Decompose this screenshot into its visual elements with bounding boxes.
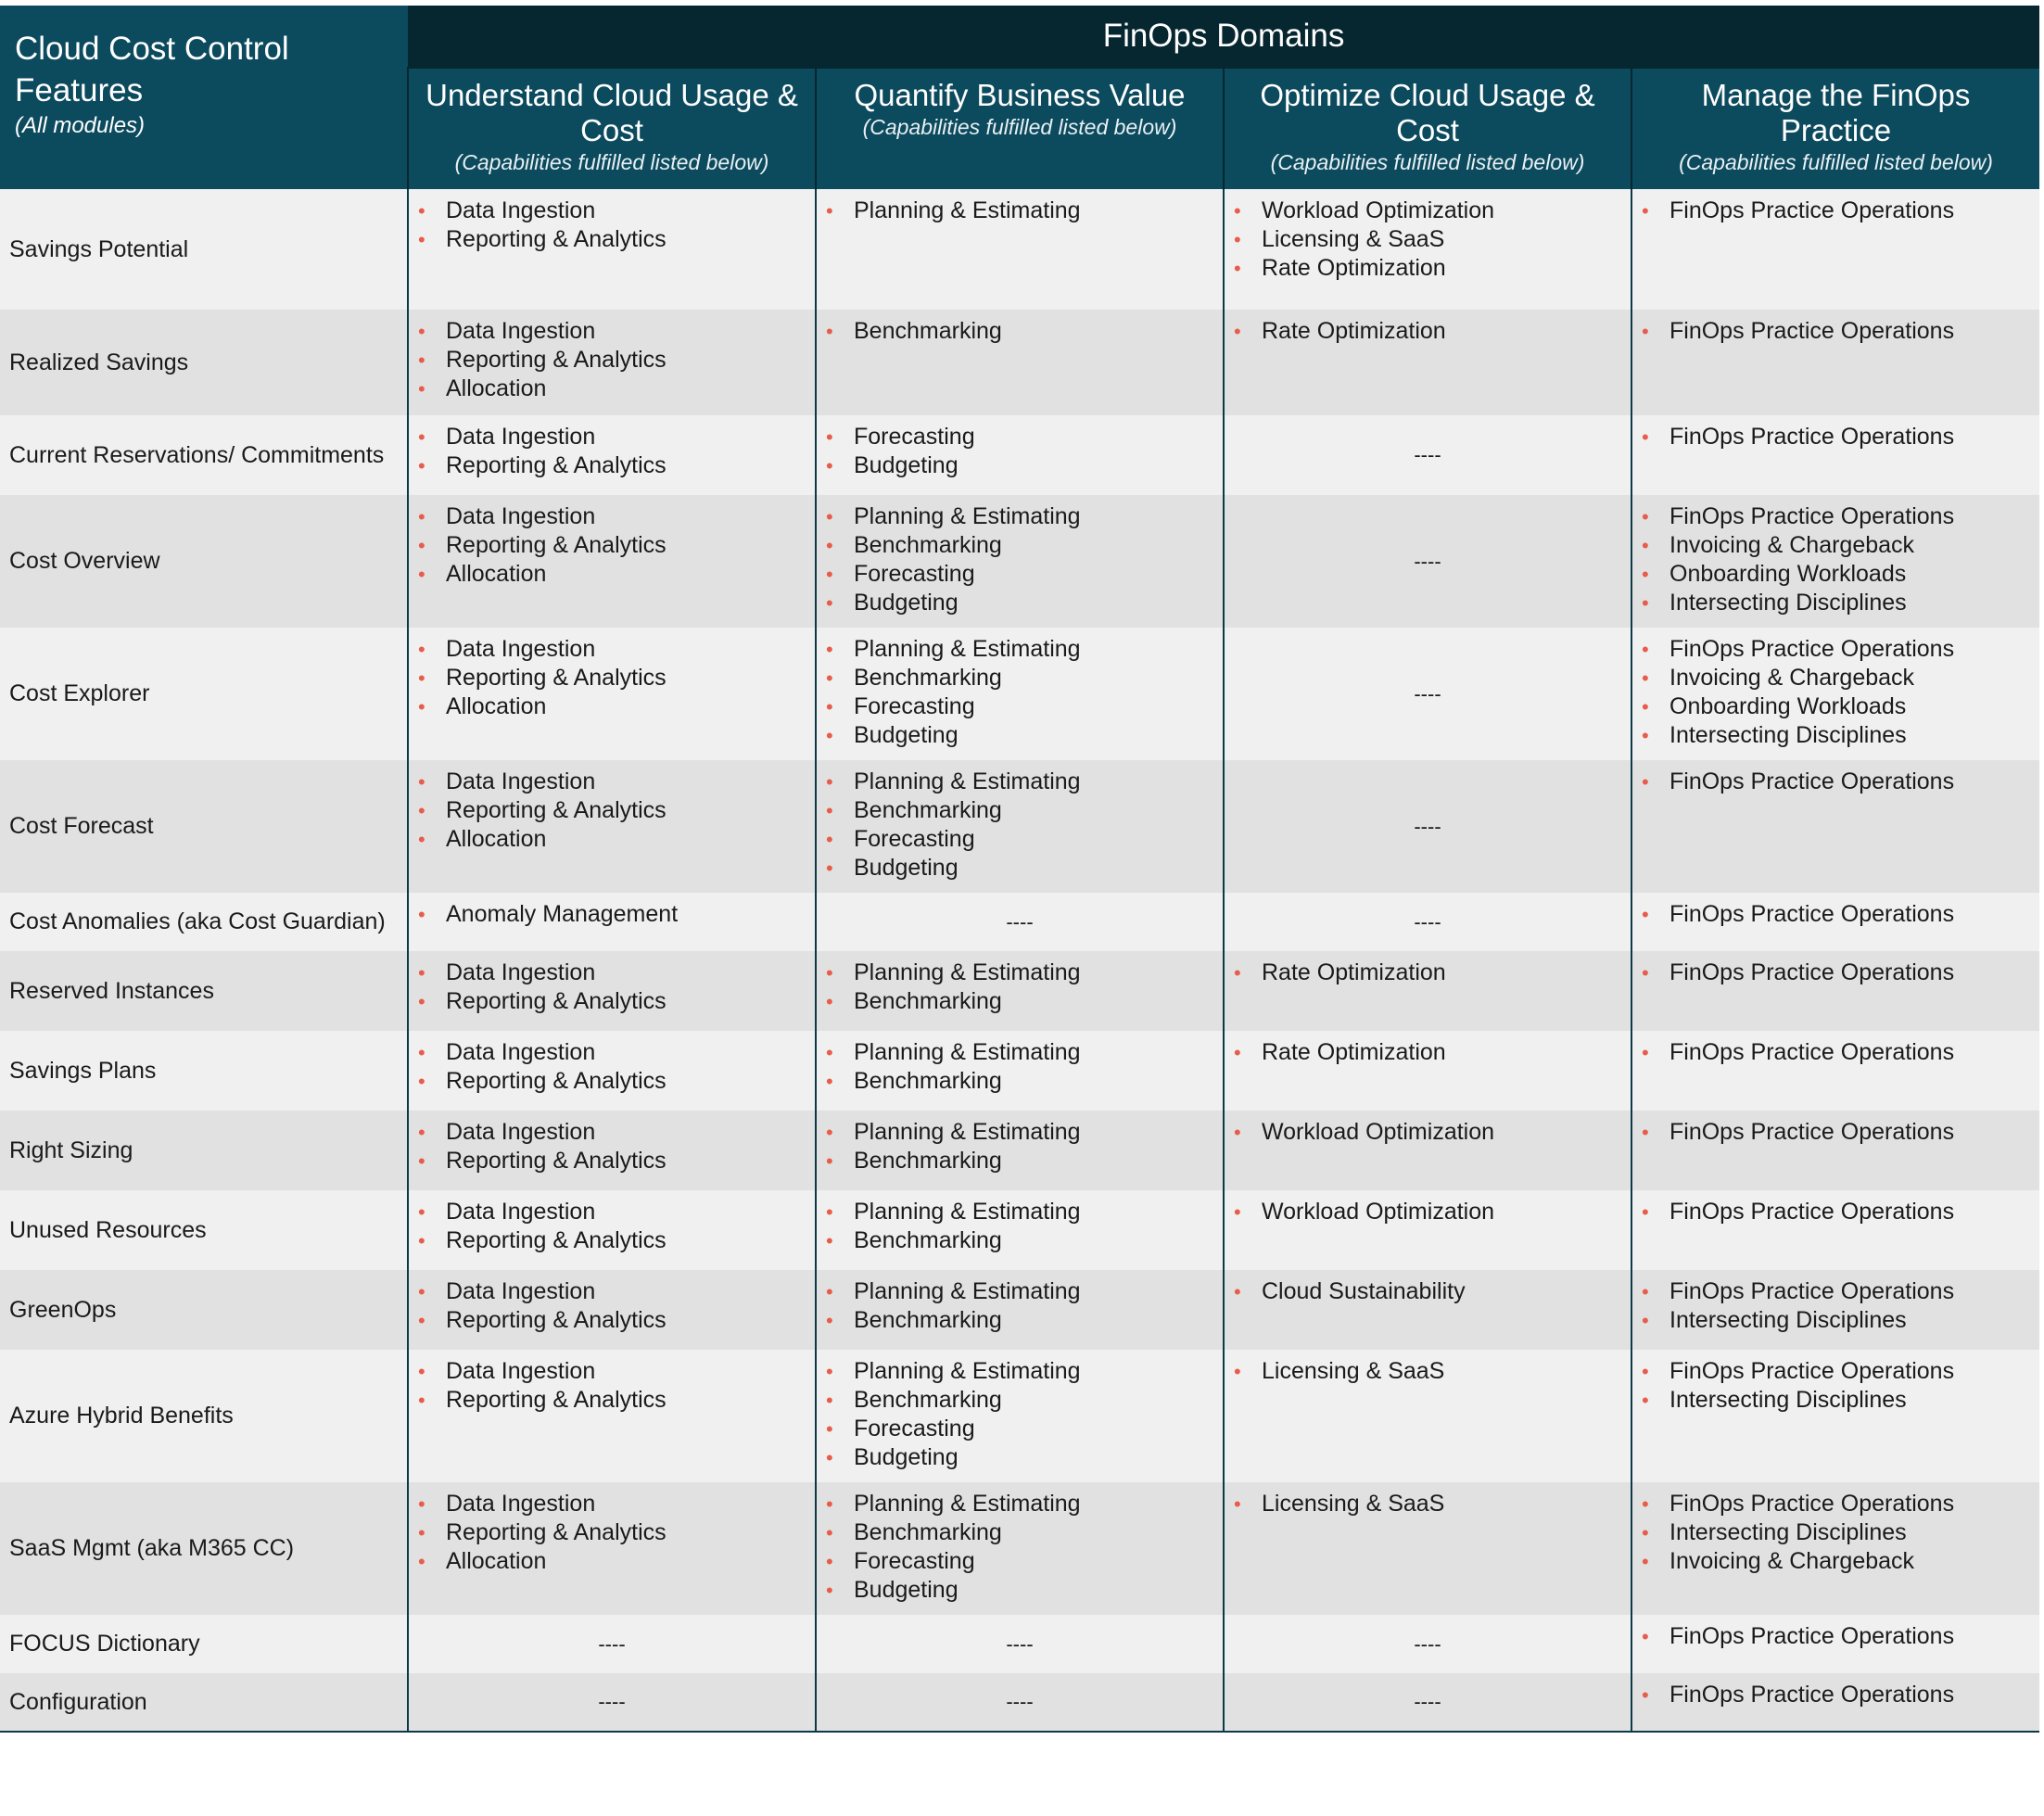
capability-item: • Budgeting	[854, 854, 1223, 883]
capability-item: • Forecasting	[854, 692, 1223, 721]
capability-list	[409, 1277, 815, 1335]
capability-item: • Data Ingestion	[446, 1198, 815, 1226]
capability-list	[817, 197, 1223, 225]
empty-capability-cell: ----	[408, 1615, 816, 1673]
capability-cell	[816, 1270, 1224, 1350]
table-row	[0, 1482, 2039, 1615]
capability-list	[409, 1490, 815, 1576]
capability-list	[409, 502, 815, 589]
capability-item: • Budgeting	[854, 451, 1223, 480]
feature-name-cell: Cost Anomalies (aka Cost Guardian)	[0, 893, 408, 951]
table-row	[0, 951, 2039, 1031]
capability-cell	[1224, 1031, 1631, 1111]
capability-list	[817, 502, 1223, 617]
capability-list	[1225, 1490, 1631, 1518]
table-body	[0, 189, 2039, 1732]
capability-item: • Reporting & Analytics	[446, 531, 815, 560]
capability-cell	[408, 1270, 816, 1350]
capability-item: • Benchmarking	[854, 987, 1223, 1016]
capability-list	[409, 317, 815, 403]
table-row	[0, 310, 2039, 415]
capability-list	[1632, 1118, 2039, 1147]
capability-list	[817, 1277, 1223, 1335]
capability-item: • Benchmarking	[854, 1306, 1223, 1335]
capability-item: • Allocation	[446, 560, 815, 589]
domain-header-title: Understand Cloud Usage & Cost	[425, 78, 798, 147]
capability-list	[409, 1038, 815, 1096]
domain-header-quantify	[816, 68, 1224, 189]
capability-item: • Benchmarking	[854, 1518, 1223, 1547]
capability-item: • Forecasting	[854, 825, 1223, 854]
capability-item: • Data Ingestion	[446, 423, 815, 451]
capability-item: • Reporting & Analytics	[446, 1226, 815, 1255]
capability-item: • Data Ingestion	[446, 197, 815, 225]
capability-item: • FinOps Practice Operations	[1669, 1622, 2039, 1651]
capability-cell	[408, 1350, 816, 1482]
capability-item: • Onboarding Workloads	[1669, 560, 2039, 589]
capability-item: • Rate Optimization	[1262, 317, 1631, 346]
feature-name-cell: Realized Savings	[0, 310, 408, 415]
table-row	[0, 628, 2039, 760]
capability-list	[1225, 1038, 1631, 1067]
capability-item: • Onboarding Workloads	[1669, 692, 2039, 721]
capability-item: • Planning & Estimating	[854, 1490, 1223, 1518]
empty-capability-cell: ----	[1224, 760, 1631, 893]
capability-list	[409, 1118, 815, 1175]
empty-capability-cell: ----	[1224, 893, 1631, 951]
capability-cell	[816, 628, 1224, 760]
capability-list	[409, 423, 815, 480]
capability-item: • Budgeting	[854, 721, 1223, 750]
capability-list	[817, 1490, 1223, 1605]
capability-cell	[816, 1190, 1224, 1270]
feature-name-cell: Current Reservations/ Commitments	[0, 415, 408, 495]
capability-list	[409, 1357, 815, 1415]
capability-item: • Allocation	[446, 692, 815, 721]
capability-cell	[1631, 760, 2039, 893]
capability-list	[1225, 959, 1631, 987]
feature-name-cell: Azure Hybrid Benefits	[0, 1350, 408, 1482]
capability-item: • Intersecting Disciplines	[1669, 721, 2039, 750]
empty-capability-cell: ----	[816, 893, 1224, 951]
capability-cell	[1224, 1350, 1631, 1482]
capability-item: • Invoicing & Chargeback	[1669, 664, 2039, 692]
capability-item: • Workload Optimization	[1262, 197, 1631, 225]
capability-item: • FinOps Practice Operations	[1669, 959, 2039, 987]
capability-item: • Data Ingestion	[446, 1357, 815, 1386]
capability-item: • Planning & Estimating	[854, 502, 1223, 531]
capability-item: • Budgeting	[854, 589, 1223, 617]
capability-list	[1632, 423, 2039, 451]
capability-item: • Workload Optimization	[1262, 1198, 1631, 1226]
table-row	[0, 189, 2039, 310]
capability-item: • FinOps Practice Operations	[1669, 197, 2039, 225]
capability-cell	[1631, 1111, 2039, 1190]
empty-capability-cell: ----	[1224, 1615, 1631, 1673]
capability-list	[1632, 1198, 2039, 1226]
capability-item: • Forecasting	[854, 423, 1223, 451]
capability-list	[1632, 768, 2039, 796]
domain-header-understand	[408, 68, 816, 189]
capability-list	[409, 959, 815, 1016]
capability-list	[1632, 1357, 2039, 1415]
capability-item: • Reporting & Analytics	[446, 1147, 815, 1175]
capability-item: • Reporting & Analytics	[446, 1386, 815, 1415]
capability-list	[817, 635, 1223, 750]
capability-item: • Data Ingestion	[446, 502, 815, 531]
features-header-cell	[0, 6, 408, 189]
capability-cell	[816, 951, 1224, 1031]
capability-item: • Allocation	[446, 825, 815, 854]
capability-item: • Rate Optimization	[1262, 254, 1631, 283]
capability-item: • Allocation	[446, 375, 815, 403]
capability-list	[1632, 1490, 2039, 1576]
capability-cell	[408, 628, 816, 760]
capability-cell	[1631, 415, 2039, 495]
capability-item: • Intersecting Disciplines	[1669, 1386, 2039, 1415]
capability-cell	[816, 1350, 1224, 1482]
capability-item: • Forecasting	[854, 560, 1223, 589]
domain-header-optimize	[1224, 68, 1631, 189]
capability-cell	[408, 310, 816, 415]
capability-cell	[816, 189, 1224, 310]
capability-item: • Reporting & Analytics	[446, 796, 815, 825]
domain-header-subtitle: (Capabilities fulfilled listed below)	[1679, 150, 1993, 174]
table-row	[0, 1615, 2039, 1673]
capability-item: • Rate Optimization	[1262, 959, 1631, 987]
table-row	[0, 1031, 2039, 1111]
capability-cell	[1224, 1190, 1631, 1270]
capability-item: • Forecasting	[854, 1547, 1223, 1576]
capability-cell	[1631, 893, 2039, 951]
capability-cell	[408, 1111, 816, 1190]
capability-cell	[1224, 189, 1631, 310]
empty-capability-cell: ----	[1224, 415, 1631, 495]
domain-header-subtitle: (Capabilities fulfilled listed below)	[862, 115, 1177, 139]
capability-item: • Benchmarking	[854, 1147, 1223, 1175]
capability-cell	[1631, 1350, 2039, 1482]
feature-name-cell: GreenOps	[0, 1270, 408, 1350]
capability-cell	[1224, 1270, 1631, 1350]
capability-item: • FinOps Practice Operations	[1669, 1357, 2039, 1386]
capability-list	[1632, 1622, 2039, 1651]
capability-item: • Reporting & Analytics	[446, 225, 815, 254]
capability-cell	[1631, 628, 2039, 760]
capability-cell	[1631, 951, 2039, 1031]
capability-list	[1225, 1198, 1631, 1226]
capability-list	[817, 768, 1223, 883]
capability-item: • Intersecting Disciplines	[1669, 589, 2039, 617]
capability-list	[1632, 635, 2039, 750]
capability-item: • Planning & Estimating	[854, 635, 1223, 664]
capability-cell	[816, 415, 1224, 495]
capability-item: • Data Ingestion	[446, 1038, 815, 1067]
capability-item: • Benchmarking	[854, 531, 1223, 560]
feature-name-cell: Unused Resources	[0, 1190, 408, 1270]
capability-list	[817, 1198, 1223, 1255]
feature-name-cell: Cost Overview	[0, 495, 408, 628]
capability-item: • FinOps Practice Operations	[1669, 423, 2039, 451]
capability-item: • Licensing & SaaS	[1262, 225, 1631, 254]
capability-list	[1632, 959, 2039, 987]
capability-cell	[408, 760, 816, 893]
capability-item: • FinOps Practice Operations	[1669, 1038, 2039, 1067]
capability-item: • Planning & Estimating	[854, 1038, 1223, 1067]
capability-item: • FinOps Practice Operations	[1669, 900, 2039, 929]
capability-item: • Rate Optimization	[1262, 1038, 1631, 1067]
capability-list	[1632, 1038, 2039, 1067]
empty-capability-cell: ----	[816, 1673, 1224, 1732]
table-row	[0, 1190, 2039, 1270]
capability-list	[409, 900, 815, 929]
capability-cell	[408, 893, 816, 951]
capability-list	[817, 1038, 1223, 1096]
capability-cell	[1631, 1673, 2039, 1732]
feature-name-cell: Savings Potential	[0, 189, 408, 310]
capability-item: • FinOps Practice Operations	[1669, 502, 2039, 531]
capability-cell	[1631, 310, 2039, 415]
capability-cell	[1224, 1482, 1631, 1615]
table-row	[0, 415, 2039, 495]
capability-list	[817, 423, 1223, 480]
capability-list	[1632, 317, 2039, 346]
domain-header-title: Optimize Cloud Usage & Cost	[1260, 78, 1595, 147]
capability-cell	[816, 1482, 1224, 1615]
capability-list	[409, 635, 815, 721]
capability-cell	[1631, 1615, 2039, 1673]
domain-header-title: Quantify Business Value	[854, 78, 1186, 112]
capability-list	[1225, 317, 1631, 346]
features-header-title: Cloud Cost Control Features	[15, 31, 289, 108]
capability-item: • Reporting & Analytics	[446, 1067, 815, 1096]
capability-cell	[816, 495, 1224, 628]
domains-header-title: FinOps Domains	[1102, 18, 1345, 54]
capability-item: • Planning & Estimating	[854, 1357, 1223, 1386]
capability-cell	[1631, 495, 2039, 628]
capability-item: • Planning & Estimating	[854, 1277, 1223, 1306]
capability-list	[817, 1118, 1223, 1175]
capability-item: • Data Ingestion	[446, 635, 815, 664]
empty-capability-cell: ----	[408, 1673, 816, 1732]
capability-list	[1225, 1118, 1631, 1147]
capability-cell	[408, 415, 816, 495]
capability-item: • Data Ingestion	[446, 1490, 815, 1518]
capability-item: • FinOps Practice Operations	[1669, 1277, 2039, 1306]
capability-item: • Intersecting Disciplines	[1669, 1306, 2039, 1335]
capability-list	[1632, 502, 2039, 617]
capability-item: • Data Ingestion	[446, 959, 815, 987]
empty-capability-cell: ----	[1224, 495, 1631, 628]
capability-item: • Planning & Estimating	[854, 768, 1223, 796]
capability-list	[1632, 1681, 2039, 1709]
capability-item: • Allocation	[446, 1547, 815, 1576]
table-row	[0, 1270, 2039, 1350]
capability-item: • Workload Optimization	[1262, 1118, 1631, 1147]
capability-cell	[408, 951, 816, 1031]
capability-item: • Invoicing & Chargeback	[1669, 1547, 2039, 1576]
capability-item: • Benchmarking	[854, 796, 1223, 825]
feature-name-cell: FOCUS Dictionary	[0, 1615, 408, 1673]
capability-item: • Intersecting Disciplines	[1669, 1518, 2039, 1547]
capability-cell	[408, 1482, 816, 1615]
capability-item: • Data Ingestion	[446, 1277, 815, 1306]
capability-item: • Planning & Estimating	[854, 1198, 1223, 1226]
capability-item: • FinOps Practice Operations	[1669, 1681, 2039, 1709]
capability-item: • FinOps Practice Operations	[1669, 1118, 2039, 1147]
capability-item: • Licensing & SaaS	[1262, 1357, 1631, 1386]
capability-item: • FinOps Practice Operations	[1669, 1490, 2039, 1518]
capability-item: • Reporting & Analytics	[446, 346, 815, 375]
finops-mapping-table-container	[0, 6, 2044, 1733]
capability-cell	[1631, 1482, 2039, 1615]
capability-cell	[1631, 1190, 2039, 1270]
table-row	[0, 1350, 2039, 1482]
capability-cell	[816, 760, 1224, 893]
domains-header-cell	[408, 6, 2039, 68]
capability-item: • Benchmarking	[854, 1386, 1223, 1415]
capability-cell	[816, 1111, 1224, 1190]
domain-header-title: Manage the FinOps Practice	[1701, 78, 1971, 147]
capability-list	[817, 959, 1223, 1016]
capability-item: • Budgeting	[854, 1443, 1223, 1472]
empty-capability-cell: ----	[1224, 628, 1631, 760]
feature-name-cell: Savings Plans	[0, 1031, 408, 1111]
capability-cell	[816, 310, 1224, 415]
capability-item: • Reporting & Analytics	[446, 664, 815, 692]
domain-header-subtitle: (Capabilities fulfilled listed below)	[454, 150, 769, 174]
empty-capability-cell: ----	[1224, 1673, 1631, 1732]
capability-item: • Reporting & Analytics	[446, 987, 815, 1016]
capability-item: • Planning & Estimating	[854, 959, 1223, 987]
table-row	[0, 893, 2039, 951]
capability-item: • FinOps Practice Operations	[1669, 1198, 2039, 1226]
capability-item: • Planning & Estimating	[854, 197, 1223, 225]
capability-item: • Licensing & SaaS	[1262, 1490, 1631, 1518]
feature-name-cell: SaaS Mgmt (aka M365 CC)	[0, 1482, 408, 1615]
capability-cell	[408, 1031, 816, 1111]
capability-cell	[408, 495, 816, 628]
feature-name-cell: Configuration	[0, 1673, 408, 1732]
feature-name-cell: Reserved Instances	[0, 951, 408, 1031]
capability-list	[1632, 900, 2039, 929]
capability-item: • Benchmarking	[854, 317, 1223, 346]
table-row	[0, 495, 2039, 628]
capability-cell	[1224, 310, 1631, 415]
capability-list	[409, 197, 815, 254]
capability-list	[817, 317, 1223, 346]
finops-mapping-table	[0, 6, 2039, 1733]
capability-list	[409, 768, 815, 854]
capability-item: • Planning & Estimating	[854, 1118, 1223, 1147]
capability-item: • Benchmarking	[854, 1226, 1223, 1255]
domain-header-manage	[1631, 68, 2039, 189]
table-row	[0, 1673, 2039, 1732]
capability-item: • FinOps Practice Operations	[1669, 317, 2039, 346]
capability-item: • Benchmarking	[854, 664, 1223, 692]
capability-list	[817, 1357, 1223, 1472]
capability-list	[1225, 1277, 1631, 1306]
capability-item: • Invoicing & Chargeback	[1669, 531, 2039, 560]
capability-item: • Reporting & Analytics	[446, 1518, 815, 1547]
capability-item: • Data Ingestion	[446, 768, 815, 796]
capability-list	[1225, 1357, 1631, 1386]
feature-name-cell: Cost Explorer	[0, 628, 408, 760]
feature-name-cell: Cost Forecast	[0, 760, 408, 893]
capability-list	[1632, 197, 2039, 225]
table-header	[0, 6, 2039, 189]
capability-list	[1225, 197, 1631, 283]
capability-item: • Anomaly Management	[446, 900, 815, 929]
capability-cell	[1224, 1111, 1631, 1190]
capability-item: • FinOps Practice Operations	[1669, 768, 2039, 796]
capability-item: • Budgeting	[854, 1576, 1223, 1605]
empty-capability-cell: ----	[816, 1615, 1224, 1673]
capability-item: • Data Ingestion	[446, 317, 815, 346]
capability-item: • FinOps Practice Operations	[1669, 635, 2039, 664]
capability-cell	[408, 189, 816, 310]
table-row	[0, 760, 2039, 893]
capability-item: • Reporting & Analytics	[446, 451, 815, 480]
capability-list	[1632, 1277, 2039, 1335]
capability-item: • Reporting & Analytics	[446, 1306, 815, 1335]
capability-item: • Data Ingestion	[446, 1118, 815, 1147]
capability-item: • Cloud Sustainability	[1262, 1277, 1631, 1306]
feature-name-cell: Right Sizing	[0, 1111, 408, 1190]
table-row	[0, 1111, 2039, 1190]
capability-list	[409, 1198, 815, 1255]
capability-cell	[1631, 1270, 2039, 1350]
capability-item: • Benchmarking	[854, 1067, 1223, 1096]
domain-header-subtitle: (Capabilities fulfilled listed below)	[1270, 150, 1585, 174]
capability-cell	[1631, 1031, 2039, 1111]
features-header-subtitle: (All modules)	[15, 113, 146, 138]
capability-cell	[1224, 951, 1631, 1031]
capability-cell	[408, 1190, 816, 1270]
capability-cell	[816, 1031, 1224, 1111]
capability-cell	[1631, 189, 2039, 310]
capability-item: • Forecasting	[854, 1415, 1223, 1443]
